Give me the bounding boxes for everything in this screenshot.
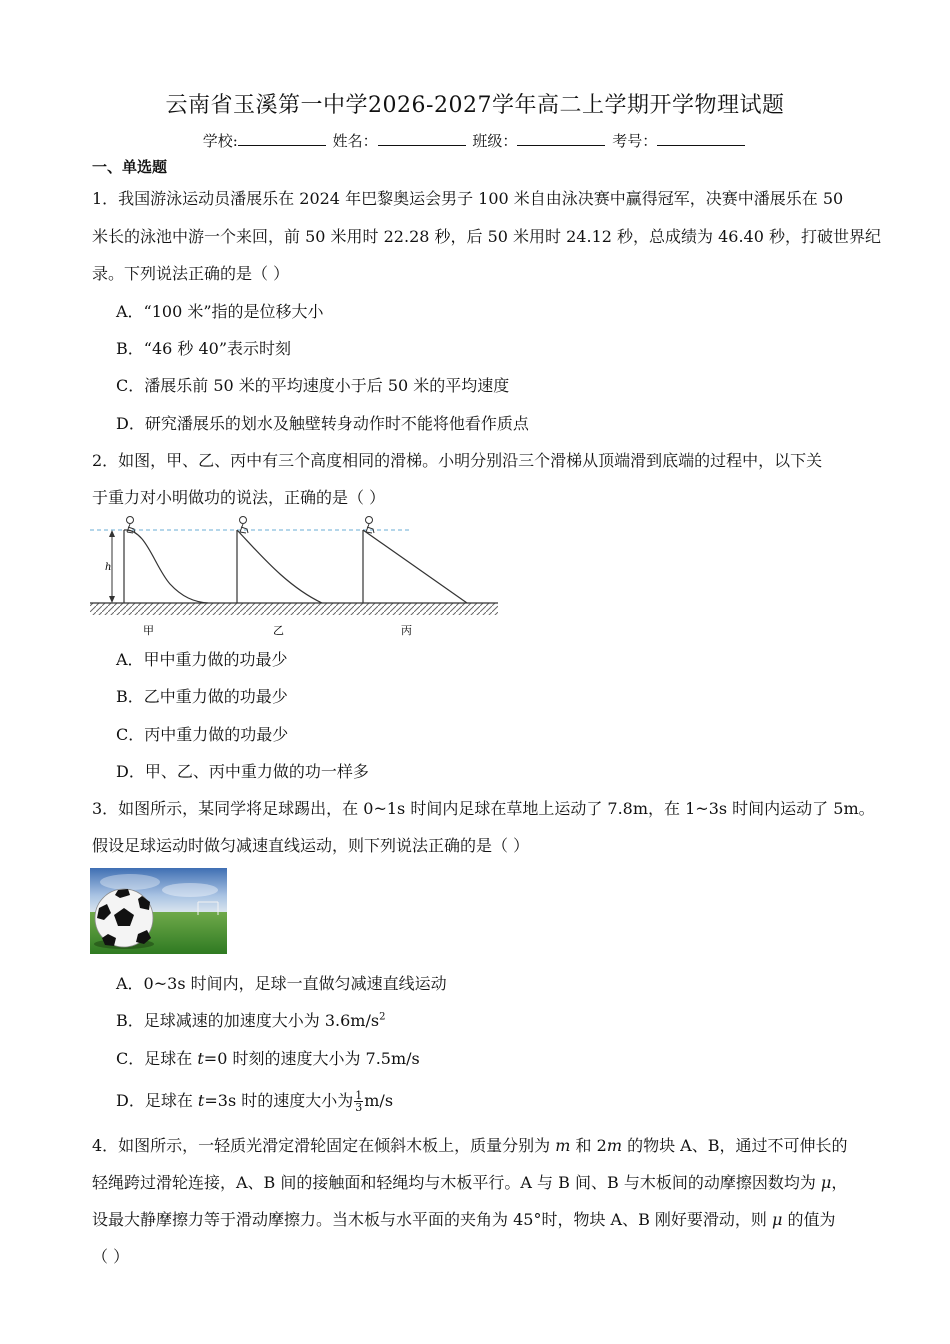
q3-option-c-variable: t xyxy=(197,1049,204,1068)
height-label: h xyxy=(105,562,112,573)
q2-option-d[interactable]: D．甲、乙、丙中重力做的功一样多 xyxy=(116,762,369,781)
q3-option-a[interactable]: A．0~3s 时间内，足球一直做匀减速直线运动 xyxy=(116,974,447,993)
q3-option-d[interactable] xyxy=(116,1088,393,1113)
q3-option-b-exponent: 2 xyxy=(379,1011,386,1023)
q4-stem-line2 xyxy=(92,1170,847,1193)
q4-mu-symbol: μ xyxy=(820,1173,832,1192)
school-blank[interactable] xyxy=(238,131,326,146)
person-bing-icon xyxy=(366,517,375,534)
q2-option-b[interactable]: B．乙中重力做的功最少 xyxy=(116,687,288,706)
name-blank[interactable] xyxy=(378,131,466,146)
height-arrow-bottom xyxy=(109,596,115,603)
page-title: 云南省玉溪第一中学2026-2027学年高二上学期开学物理试题 xyxy=(165,93,785,118)
q3-option-d-unit: m/s xyxy=(364,1091,394,1110)
q4-mass-m: m xyxy=(555,1136,571,1155)
exam-no-label: 考号： xyxy=(612,132,658,150)
student-info-row xyxy=(0,130,950,151)
fraction-denominator: 3 xyxy=(355,1101,363,1114)
fraction-numerator: 1 xyxy=(355,1089,363,1102)
q4-line2-part-b: ， xyxy=(831,1173,848,1192)
q1-option-d[interactable]: D．研究潘展乐的划水及触壁转身动作时不能将他看作质点 xyxy=(116,414,529,433)
class-blank[interactable] xyxy=(517,131,605,146)
q3-stem-line2: 假设足球运动时做匀减速直线运动，则下列说法正确的是（ ） xyxy=(92,836,530,855)
q4-mass-2m: m xyxy=(606,1136,622,1155)
label-bing: 丙 xyxy=(401,624,412,637)
q4-line3-part-a: 设最大静摩擦力等于滑动摩擦力。当木板与水平面的夹角为 45°时，物块 A、B 刚好要滑动，则 xyxy=(92,1210,773,1229)
slide-jia-curve xyxy=(124,530,208,603)
q4-stem-line1 xyxy=(92,1133,847,1156)
slides-diagram xyxy=(90,510,502,640)
q4-line1-part-b: 和 2 xyxy=(570,1136,607,1155)
q2-stem-line2: 于重力对小明做功的说法，正确的是（ ） xyxy=(92,488,386,507)
slide-yi-curve xyxy=(237,530,322,603)
label-jia: 甲 xyxy=(143,624,154,637)
exam-no-blank[interactable] xyxy=(657,131,745,146)
q2-option-c[interactable]: C．丙中重力做的功最少 xyxy=(116,725,289,744)
soccer-ball-photo xyxy=(90,868,227,954)
q1-stem-line2: 米长的泳池中游一个来回，前 50 米用时 22.28 秒，后 50 米用时 24.12 秒，总成绩为 46.40 秒，打破世界纪 xyxy=(92,227,881,246)
q3-option-b-text: B．足球减速的加速度大小为 3.6m/s xyxy=(116,1011,380,1030)
section-heading: 一、单选题 xyxy=(92,158,168,176)
name-label: 姓名： xyxy=(332,132,378,150)
q1-stem-line3: 录。下列说法正确的是（ ） xyxy=(92,264,290,283)
q4-line3-part-b: 的值为 xyxy=(782,1210,836,1229)
q3-option-d-prefix: D．足球在 xyxy=(116,1091,198,1110)
q1-stem-line1: 1．我国游泳运动员潘展乐在 2024 年巴黎奥运会男子 100 米自由泳决赛中赢得冠军，决赛中潘展乐在 50 xyxy=(92,189,844,208)
q3-option-b[interactable] xyxy=(116,1008,385,1031)
q2-option-a[interactable]: A．甲中重力做的功最少 xyxy=(116,650,288,669)
school-label: 学校: xyxy=(202,132,238,150)
q4-line2-part-a: 轻绳跨过滑轮连接，A、B 间的接触面和轻绳均与木板平行。A 与 B 间、B 与木板间的动摩擦因数均为 xyxy=(92,1173,821,1192)
q3-option-d-fraction xyxy=(354,1090,363,1113)
q4-mu-symbol-2: μ xyxy=(772,1210,783,1229)
q3-option-d-variable: t xyxy=(197,1091,205,1110)
q3-option-c-suffix: =0 时刻的速度大小为 7.5m/s xyxy=(203,1049,420,1068)
q3-option-d-middle: =3s 时的速度大小为 xyxy=(204,1091,354,1110)
q1-option-a[interactable]: A．“100 米”指的是位移大小 xyxy=(116,302,324,321)
label-yi: 乙 xyxy=(273,624,284,637)
q3-option-c-prefix: C．足球在 xyxy=(116,1049,198,1068)
height-arrow-top xyxy=(109,530,115,537)
q4-stem-line3 xyxy=(92,1207,836,1230)
class-label: 班级： xyxy=(472,132,518,150)
slide-bing-ramp xyxy=(363,530,467,603)
q4-line1-part-c: 的物块 A、B，通过不可伸长的 xyxy=(621,1136,848,1155)
q2-stem-line1: 2．如图，甲、乙、丙中有三个高度相同的滑梯。小明分别沿三个滑梯从顶端滑到底端的过程中，以下关 xyxy=(92,451,823,470)
ground-hatch xyxy=(90,603,498,615)
q1-option-c[interactable]: C．潘展乐前 50 米的平均速度小于后 50 米的平均速度 xyxy=(116,376,510,395)
q4-line1-part-a: 4．如图所示，一轻质光滑定滑轮固定在倾斜木板上，质量分别为 xyxy=(92,1136,556,1155)
person-yi-icon xyxy=(240,517,249,534)
q3-option-c[interactable] xyxy=(116,1046,420,1069)
q4-stem-line4: （ ） xyxy=(92,1247,130,1266)
q1-option-b[interactable]: B．“46 秒 40”表示时刻 xyxy=(116,339,292,358)
q3-stem-line1: 3．如图所示，某同学将足球踢出，在 0~1s 时间内足球在草地上运动了 7.8m，在 1~3s 时间内运动了 5m。 xyxy=(92,799,875,818)
